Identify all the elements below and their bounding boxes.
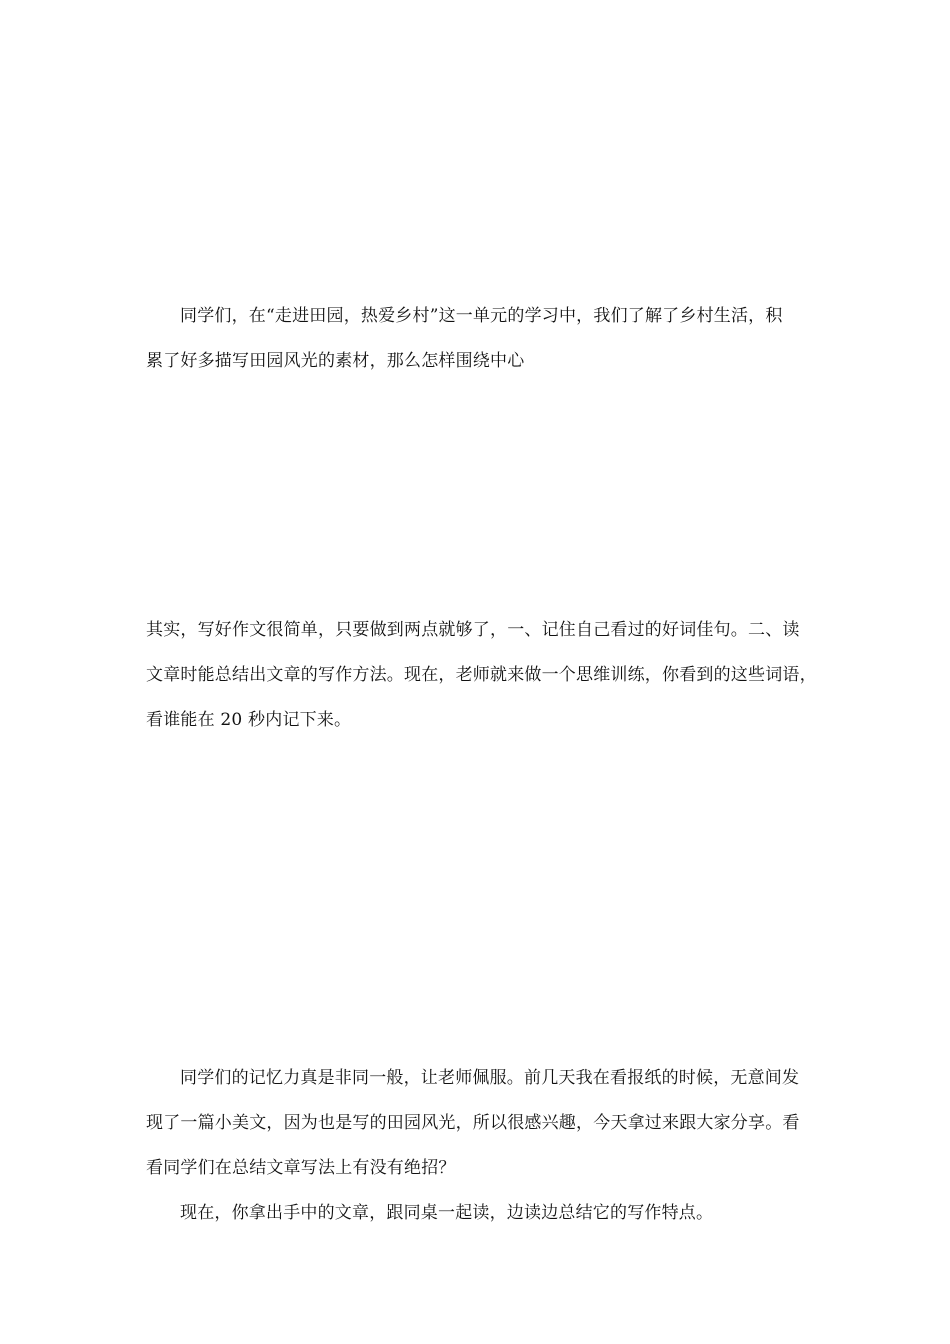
intro-paragraph	[146, 294, 810, 384]
paragraph-line: 同学们，在“走进田园，热爱乡村”这一单元的学习中，我们了解了乡村生活，积	[180, 306, 783, 326]
method-paragraph	[146, 608, 817, 743]
article-share-paragraph	[146, 1056, 810, 1191]
paragraph-line: 现在，你拿出手中的文章，跟同桌一起读，边读边总结它的写作特点。	[180, 1203, 714, 1223]
instruction-paragraph	[146, 1191, 810, 1236]
paragraph-line: 其实，写好作文很简单，只要做到两点就够了，一、记住自己看过的好词佳句。二、读	[146, 620, 800, 640]
paragraph-line: 文章时能总结出文章的写作方法。现在，老师就来做一个思维训练，你看到的这些词语，	[146, 665, 817, 685]
paragraph-line: 现了一篇小美文，因为也是写的田园风光，所以很感兴趣，今天拿过来跟大家分享。看	[146, 1113, 800, 1133]
paragraph-line: 累了好多描写田园风光的素材，那么怎样围绕中心	[146, 351, 525, 371]
paragraph-line: 同学们的记忆力真是非同一般，让老师佩服。前几天我在看报纸的时候，无意间发	[180, 1068, 800, 1088]
paragraph-line: 看谁能在 20 秒内记下来。	[146, 710, 352, 730]
paragraph-line: 看同学们在总结文章写法上有没有绝招？	[146, 1158, 456, 1178]
